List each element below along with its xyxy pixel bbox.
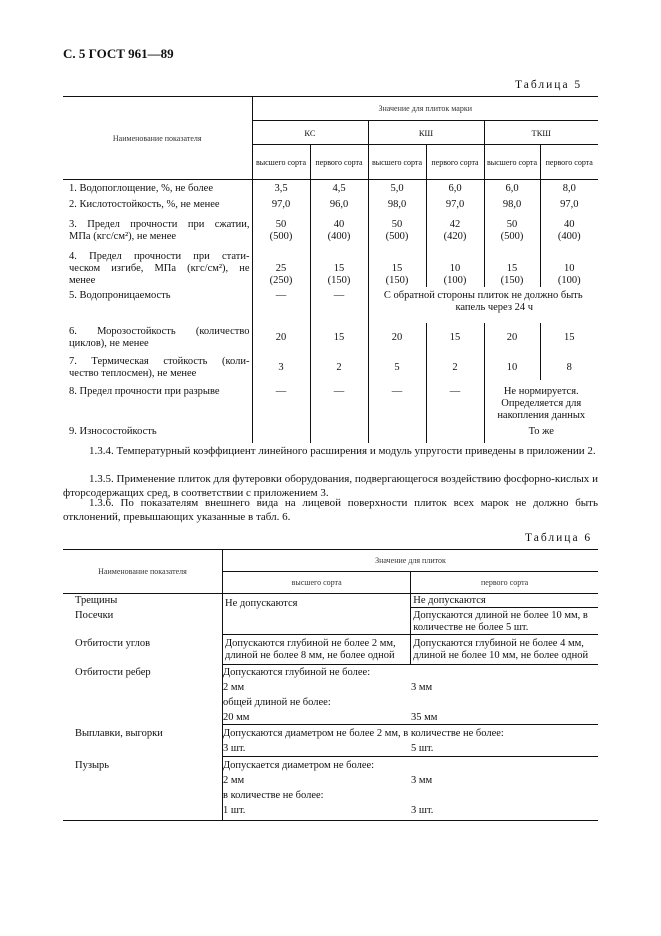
t6-merged-line: 5 шт. <box>411 743 434 754</box>
t5-row-name-line: 7. Термическая стойкость (коли- <box>69 355 250 367</box>
t5-cell <box>310 247 368 287</box>
table-row <box>63 757 598 821</box>
t5-cell-value: 10 <box>564 262 575 274</box>
t5-cell <box>426 213 484 247</box>
table-row <box>63 350 598 380</box>
t5-cell: 2 <box>426 350 484 380</box>
t5-cell: 2 <box>310 350 368 380</box>
t5-row-name-line: 4. Предел прочности при стати- <box>69 250 250 262</box>
t5-grade: высшего сорта <box>368 145 426 180</box>
t5-merged-line: С обратной стороны плиток не должно быть <box>383 289 583 301</box>
t5-cell: 97,0 <box>252 196 310 213</box>
t6-col-g1: высшего сорта <box>223 572 411 594</box>
table-row <box>63 196 598 213</box>
t5-cell <box>484 247 540 287</box>
t5-row-name: 5. Водопроницаемость <box>69 289 171 301</box>
t5-cell: 15 <box>310 323 368 350</box>
table5-label: Таблица 5 <box>515 79 583 91</box>
t5-cell: 6,0 <box>426 180 484 196</box>
t6-merged-line: 3 мм <box>411 775 433 786</box>
t5-grade: первого сорта <box>310 145 368 180</box>
t5-cell-value: 50 <box>391 218 403 230</box>
t6-cell: Не допускаются <box>223 594 411 635</box>
t6-merged-cell <box>223 665 599 725</box>
t5-col-name: Наименование показателя <box>63 97 252 180</box>
t5-cell <box>540 213 598 247</box>
t5-row-name: 9. Износостойкость <box>69 425 157 437</box>
t5-grade: первого сорта <box>426 145 484 180</box>
t5-merged-line: накопления данных <box>497 409 586 421</box>
t5-cell: 5 <box>368 350 426 380</box>
t5-grade: высшего сорта <box>252 145 310 180</box>
page-title: С. 5 ГОСТ 961—89 <box>63 46 174 61</box>
t6-merged-line: в количестве не более: <box>223 790 324 801</box>
t5-cell <box>484 213 540 247</box>
t6-merged-cell <box>223 757 599 821</box>
table-row <box>63 287 598 323</box>
t6-merged-line: 3 шт. <box>411 805 434 816</box>
t5-cell: 96,0 <box>310 196 368 213</box>
t5-cell-value: (500) <box>500 230 524 242</box>
t5-cell: 5,0 <box>368 180 426 196</box>
t5-cell-value: (100) <box>557 274 581 286</box>
t5-col-values: Значение для плиток марки <box>252 97 598 121</box>
table-row <box>63 665 598 725</box>
t6-merged-line: Допускаются глубиной не более: <box>223 667 371 678</box>
t5-cell: 15 <box>426 323 484 350</box>
t5-cell <box>426 247 484 287</box>
t5-cell <box>252 213 310 247</box>
paragraph-1-3-6: 1.3.6. По показателям внешнего вида на лицевой поверхности плиток всех марок не должно быть отклонений, превышающих указанные в табл. 6. <box>63 497 598 523</box>
t5-cell-value: (100) <box>443 274 467 286</box>
t5-cell-value: 10 <box>449 262 461 274</box>
t6-col-g2: первого сорта <box>411 572 598 594</box>
t5-row-name-line: ческом изгибе, МПа (кгс/см²), не <box>69 262 250 274</box>
t6-merged-line: 3 мм <box>411 682 433 693</box>
t5-cell-value: (420) <box>443 230 467 242</box>
t5-cell: — <box>252 287 310 323</box>
t6-merged-line: общей длиной не более: <box>223 697 331 708</box>
t5-cell: 4,5 <box>310 180 368 196</box>
t5-merged-cell <box>484 380 598 422</box>
t5-row-name-line: чество теплосмен), не менее <box>69 367 197 379</box>
t5-mark-tksh: ТКШ <box>484 121 598 145</box>
t5-row-name: 2. Кислотостойкость, %, не менее <box>69 198 220 210</box>
t5-cell: 8 <box>540 350 598 380</box>
t5-cell-value: 15 <box>506 262 518 274</box>
table-row <box>63 380 598 422</box>
t5-row-name-line: менее <box>69 274 96 286</box>
table-row <box>63 635 598 665</box>
table-row <box>63 247 598 287</box>
t6-row-name: Трещины <box>75 595 118 606</box>
t6-cell: Допускаются глубиной не более 4 мм, длиной не более 10 мм, не более одной <box>411 635 598 665</box>
t6-merged-line: 2 мм <box>223 775 245 786</box>
t5-cell: 20 <box>484 323 540 350</box>
t5-cell-value: 42 <box>449 218 461 230</box>
t5-cell-value: 15 <box>391 262 403 274</box>
t5-row-name: 1. Водопоглощение, %, не более <box>69 183 213 194</box>
t5-cell: 97,0 <box>540 196 598 213</box>
t5-cell <box>368 247 426 287</box>
t5-cell <box>252 247 310 287</box>
t5-merged-line: капель через 24 ч <box>455 301 534 313</box>
t6-cell: Допускаются длиной не более 10 мм, в количестве не более 5 шт. <box>411 608 598 635</box>
t5-cell-value: (150) <box>385 274 409 286</box>
t6-merged-cell <box>223 725 599 757</box>
t6-merged-line: 35 мм <box>411 712 438 723</box>
t5-mark-ks: КС <box>252 121 368 145</box>
t5-cell-value: (400) <box>557 230 581 242</box>
table-row <box>63 422 598 443</box>
t5-row-name <box>63 213 252 247</box>
t5-merged-line: Не нормируется. <box>503 385 579 397</box>
t6-cell: Допускаются глубиной не более 2 мм, длиной не более 8 мм, не более одной <box>223 635 411 665</box>
t6-merged-line: 3 шт. <box>223 743 246 754</box>
t5-cell-value: 40 <box>333 218 345 230</box>
t5-row-name <box>63 323 252 350</box>
t5-cell: — <box>310 380 368 422</box>
t6-cell: Не допускаются <box>411 594 598 608</box>
t5-cell-value: (150) <box>500 274 524 286</box>
t5-cell: 6,0 <box>484 180 540 196</box>
t5-merged-cell: То же <box>484 422 598 443</box>
t6-row-name: Выплавки, выгорки <box>75 727 163 739</box>
t6-col-name: Наименование показателя <box>63 550 223 594</box>
t5-cell <box>310 213 368 247</box>
t5-cell-value: (150) <box>327 274 351 286</box>
table-row <box>63 213 598 247</box>
table6-label: Таблица 6 <box>525 532 593 544</box>
t5-cell: 3,5 <box>252 180 310 196</box>
t6-col-values: Значение для плиток <box>223 550 599 572</box>
t5-cell: — <box>252 380 310 422</box>
t5-cell-value: (500) <box>269 230 293 242</box>
t6-row-name: Посечки <box>75 609 114 621</box>
t6-merged-line: Допускается диаметром не более: <box>223 760 375 771</box>
t5-cell-value: 15 <box>333 262 345 274</box>
t5-cell: 15 <box>540 323 598 350</box>
paragraph-1-3-4: 1.3.4. Температурный коэффициент линейного расширения и модуль упругости приведены в приложении 2. <box>89 445 596 457</box>
t5-row-name: 8. Предел прочности при разрыве <box>69 385 220 397</box>
t5-row-name <box>63 350 252 380</box>
t5-cell: — <box>310 287 368 323</box>
t5-grade: первого сорта <box>540 145 598 180</box>
t6-merged-line: 1 шт. <box>223 805 246 816</box>
table-row <box>63 180 598 196</box>
table-row <box>63 594 598 608</box>
table-6 <box>63 549 598 821</box>
t5-row-name-line: 3. Предел прочности при сжатии, <box>69 218 250 230</box>
t5-row-name-line: МПа (кгс/см²), не менее <box>69 230 177 242</box>
t5-cell-value: (500) <box>385 230 409 242</box>
t5-cell-value: (400) <box>327 230 351 242</box>
t5-row-name-line: 6. Морозостойкость (количество <box>69 325 250 337</box>
t5-row-name <box>63 247 252 287</box>
t5-cell: 3 <box>252 350 310 380</box>
t5-cell <box>368 213 426 247</box>
table-row <box>63 323 598 350</box>
table-row <box>63 725 598 757</box>
t5-mark-ksh: КШ <box>368 121 484 145</box>
t6-row-name: Отбитости ребер <box>75 666 151 678</box>
t6-merged-line: 20 мм <box>223 712 250 723</box>
t5-cell: — <box>368 380 426 422</box>
t5-cell-value: 50 <box>506 218 518 230</box>
t5-cell-value: 50 <box>275 218 287 230</box>
table-5 <box>63 96 598 443</box>
t6-row-name: Пузырь <box>63 757 223 821</box>
t5-cell: 20 <box>252 323 310 350</box>
t5-cell: 98,0 <box>368 196 426 213</box>
t5-cell-value: (250) <box>269 274 293 286</box>
t5-cell-value: 40 <box>564 218 575 230</box>
t5-cell: 97,0 <box>426 196 484 213</box>
t5-cell: 98,0 <box>484 196 540 213</box>
t5-cell: — <box>426 380 484 422</box>
t5-merged-line: Определяется для <box>501 397 582 409</box>
t6-row-name: Отбитости углов <box>75 637 151 649</box>
t5-cell <box>540 247 598 287</box>
t5-cell: 20 <box>368 323 426 350</box>
t5-row-name-line: циклов), не менее <box>69 337 149 349</box>
paragraph-1-3-5: 1.3.5. Применение плиток для футеровки оборудования, подвергающегося воздействию фосфорно-кислых и фторсодержащих сред, в соответствии с приложением 3. <box>63 473 598 499</box>
t5-cell-value: 25 <box>275 262 287 274</box>
t6-merged-line: Допускаются диаметром не более 2 мм, в количестве не более: <box>223 728 504 739</box>
t5-cell: 10 <box>484 350 540 380</box>
t5-merged-cell <box>368 287 598 323</box>
t6-merged-line: 2 мм <box>223 682 245 693</box>
t5-cell: 8,0 <box>540 180 598 196</box>
t5-grade: высшего сорта <box>484 145 540 180</box>
